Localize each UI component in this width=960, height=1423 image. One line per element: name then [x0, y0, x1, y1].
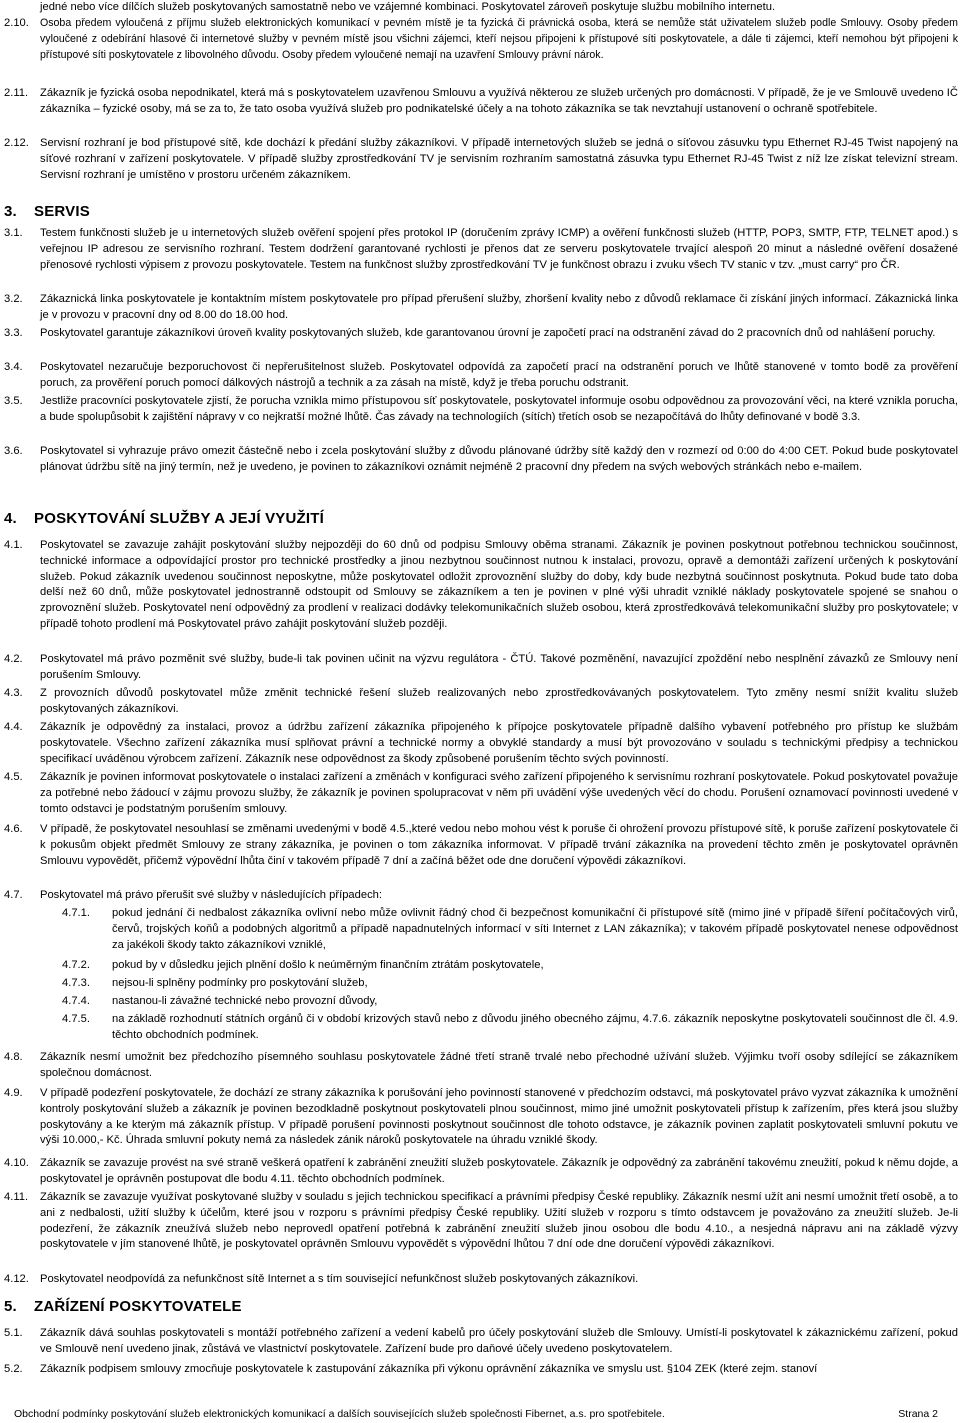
- page-number: Strana 2: [898, 1408, 938, 1420]
- clause-text: Poskytovatel se zavazuje zahájit poskytování služby nejpozději do 60 dnů od podpisu Smlouvy oběma stranami. Zákazník je povinen poskytnout potřebnou technickou součinnost, technické informace a odpovídající prostor pro technické prostředky a jinou nezbytnou součinnost nutnou k instalaci, provozu, opravě a demontáži zařízení určených k poskytování služeb. Pokud zákazník uvedenou součinnost neposkytne, může poskytovatel odložit zprovoznění služby do doby, kdy bude nezbytná součinnost poskytnuta. Pokud bude tato doba delší než 60 dnů, může poskytovatel jednostranně odstoupit od Smlouvy se zákazníkem a ten je povinen v plné výši uhradit vzniklé náklady poskytovatele spojené se snahou o zprovoznění služeb. Poskytovatel není odpovědný za prodlení v realizaci dodávky telekomunikačních služeb osobou, která zprostředkovává telekomunikační služby pro poskytovatele; v případě tohoto prodlení má Poskytovatel právo zahájit poskytování služeb později.: [40, 539, 958, 630]
- clause-number: 2.11.: [4, 87, 29, 99]
- clause-text: Z provozních důvodů poskytovatel může změnit technické řešení služeb realizovaných nebo zprostředkovávaných poskytovatelem. Tyto změny nesmí snížit kvalitu služeb poskytovaných zákazníkovi.: [40, 687, 958, 715]
- clause-number: 5.2.: [4, 1363, 23, 1375]
- section-title: ZAŘÍZENÍ POSKYTOVATELE: [34, 1298, 242, 1315]
- clause-number: 5.1.: [4, 1327, 23, 1339]
- clause-text: Poskytovatel má právo pozměnit své služby, bude-li tak povinen učinit na výzvu regulátora - ČTÚ. Takové pozměnění, navazující zpoždění nebo nesplnění závazků ze Smlouvy není porušením Smlouvy.: [40, 653, 958, 681]
- clause-number: 4.9.: [4, 1087, 23, 1099]
- clause-number: 2.12.: [4, 137, 29, 149]
- section-number: 5.: [4, 1298, 17, 1315]
- subclause-number: 4.7.1.: [62, 907, 90, 919]
- section-number: 4.: [4, 510, 17, 527]
- clause-number: 4.4.: [4, 721, 23, 733]
- clause-number: 3.5.: [4, 395, 23, 407]
- section-4-heading: [4, 510, 324, 527]
- subclause-text: nastanou-li závažné technické nebo provozní důvody,: [112, 995, 378, 1007]
- clause-text: V případě, že poskytovatel nesouhlasí se změnami uvedenými v bodě 4.5.,které vedou nebo mohou vést k poruše či ohrožení provozu přístupové sítě, k poruše zařízení poskytovatele či k pokusům objekt předmět Smlouvy ze strany zákazníka, je povinen o tom zákazníka informovat. V případě trvání zákazníka na provedení těchto změn je poskytovatel oprávněn Smlouvu vypovědět, přičemž výpovědní lhůta činí v takovém případě 7 dní a začíná běžet ode dne doručení výpovědi zákazníkovi.: [40, 823, 958, 867]
- clause-text: V případě podezření poskytovatele, že dochází ze strany zákazníka k porušování jeho povinností stanovené v předchozím odstavci, má poskytovatel právo vyzvat zákazníka k umožnění kontroly poskytování služeb a zákazník je povinen bezodkladně poskytnout poskytovateli plnou součinnost, mimo jiné umožnit poskytovateli přístup k zařízením, přes která jsou služby poskytovány a ke kterým má zákazník přístup. V případě porušení povinnosti poskytnout součinnost dle tohoto odstavce, je zákazník povinen zaplatit poskytovateli smluvní pokutu ve výši 10.000,- Kč. Úhrada smluvní pokuty nemá za následek zánik nároků poskytovatele na úhradu vzniklé škody.: [40, 1087, 958, 1147]
- clause-text: Jestliže pracovníci poskytovatele zjistí, že porucha vznikla mimo přístupovou síť poskytovatele, poskytovatel informuje osobu odpovědnou za provozování věci, na které vznikla porucha, a bude spolupůsobit k zajištění nápravy v co nejkratší možné lhůtě. Čas závady na technologiích (sítích) třetích osob se nezapočítává do lhůty definované v bodě 3.3.: [40, 395, 958, 423]
- section-title: POSKYTOVÁNÍ SLUŽBY A JEJÍ VYUŽITÍ: [34, 510, 324, 527]
- clause-number: 3.4.: [4, 361, 23, 373]
- clause-text: Poskytovatel má právo přerušit své služby v následujících případech:: [40, 889, 383, 901]
- clause-number: 4.8.: [4, 1051, 23, 1063]
- clause-text: Zákazník nesmí umožnit bez předchozího písemného souhlasu poskytovatele žádné třetí straně trvalé nebo přechodné užívání služeb. Výjimku tvoří osoby sdílející se zákazníkem společnou domácnost.: [40, 1051, 958, 1079]
- clause-number: 4.1.: [4, 539, 23, 551]
- clause-number: 3.6.: [4, 445, 23, 457]
- footer-text: Obchodní podmínky poskytování služeb elektronických komunikací a dalších souvisejících služeb společnosti Fibernet, a.s. pro spotřebitele.: [14, 1408, 665, 1420]
- subclause-number: 4.7.3.: [62, 977, 90, 989]
- clause-number: 4.6.: [4, 823, 23, 835]
- clause-text: Testem funkčnosti služeb je u internetových služeb ověření spojení přes protokol IP (doručením zprávy ICMP) a ověření funkčnosti služeb (HTTP, POP3, SMTP, FTP, TELNET apod.) s veřejnou IP adresou ze servisního rozhraní. Testem dodržení garantované rychlosti je přenos dat ze serveru poskytovatele trvající alespoň 20 minut a následné ověření dosažené přenosové rychlosti výpisem z provozu poskytovatele. Testem na funkčnost služby zprostředkování TV je funkčnost obrazu i zvuku všech TV stanic v tzv. „must carry“ pro ČR.: [40, 227, 958, 271]
- section-3-heading: [4, 203, 90, 220]
- clause-text: Poskytovatel garantuje zákazníkovi úroveň kvality poskytovaných služeb, kde garantovanou úrovní je započetí prací na odstranění závad do 2 pracovních dnů od nahlášení poruchy.: [40, 327, 936, 339]
- clause-number: 4.11.: [4, 1191, 29, 1203]
- section-number: 3.: [4, 203, 17, 220]
- clause-text: Zákaznická linka poskytovatele je kontaktním místem poskytovatele pro případ přerušení služby, zhoršení kvality nebo z důvodů reklamace či získání jiných informací. Zákaznická linka je v provozu v pracovní dny od 8.00 do 18.00 hod.: [40, 293, 958, 321]
- clause-text: Zákazník dává souhlas poskytovateli s montáží potřebného zařízení a vedení kabelů pro účely poskytování služeb dle Smlouvy. Umístí-li poskytovatel k zákaznickému zařízení, pokud ve Smlouvě není uvedeno jinak, zůstává ve vlastnictví poskytovatele. Zařízení bude pro daňové účely uvedeno poskytovatelem.: [40, 1327, 958, 1355]
- clause-text: Zákazník je fyzická osoba nepodnikatel, která má s poskytovatelem uzavřenou Smlouvu a využívá některou ze služeb určených pro domácnosti. V případě, že je ve Smlouvě uvedeno IČ zákazníka – fyzické osoby, má se za to, že tato osoba využívá služeb pro podnikatelské účely a na tohoto zákazníka se tak nevztahují ustanovení o ochraně spotřebitele.: [40, 87, 958, 115]
- clause-number: 4.12.: [4, 1273, 29, 1285]
- clause-text: Servisní rozhraní je bod přístupové sítě, kde dochází k předání služby zákazníkovi. V případě internetových služeb se jedná o síťovou zásuvku typu Ethernet RJ-45 Twist napojený na síťové rozhraní v zařízení poskytovatele. V případě služby zprostředkování TV je servisním rozhraním samostatná zásuvka typu Ethernet RJ-45 Twist z níž lze získat televizní stream. Servisní rozhraní je umístěno v prostoru určeném zákazníkem.: [40, 137, 958, 181]
- section-5-heading: [4, 1298, 242, 1315]
- section-title: SERVIS: [34, 203, 90, 220]
- clause-text: Poskytovatel neodpovídá za nefunkčnost sítě Internet a s tím související nefunkčnost služeb poskytovaných zákazníkovi.: [40, 1273, 639, 1285]
- clause-number: 3.1.: [4, 227, 23, 239]
- clause-number: 3.2.: [4, 293, 23, 305]
- clause-text: Zákazník podpisem smlouvy zmocňuje poskytovatele k zastupování zákazníka při výkonu oprávnění zákazníka ve smyslu ust. §104 ZEK (které zejm. stanoví: [40, 1363, 818, 1375]
- subclause-number: 4.7.4.: [62, 995, 90, 1007]
- clause-text: Osoba předem vyloučená z příjmu služeb elektronických komunikací v pevném místě je ta fyzická či právnická osoba, která se nemůže stát uživatelem služeb podle Smlouvy. Osoby předem vyloučené z odebírání hlasové či internetové služby v pevném místě jsou všichni zájemci, kteří nejsou připojeni k přístupové síti poskytovatele, a dále ti zájemci, kteří nemohou být připojeni k přístupové síti poskytovatele z libovolného důvodu. Osoby předem vyloučené nemají na uzavření Smlouvy právní nárok.: [40, 17, 958, 61]
- clause-text: Zákazník se zavazuje využívat poskytované služby v souladu s jejich technickou specifikací a právními předpisy České republiky. Zákazník nesmí užít ani nesmí umožnit třetí osobě, a to ani z nedbalosti, užití služby k účelům, které jsou v rozporu s právními předpisy České republiky. Užití služeb v rozporu s tímto odstavcem je považováno za zneužití služeb. Je-li podezření, že zákazník zneužívá služeb nebo neprovedl opatření potřebná k zabránění zneužití služeb jinou osobou dle bodu 4.10., a nesjedná nápravu ani na základě výzvy poskytovatele v jím stanovené lhůtě, je poskytovatel oprávněn Smlouvu vypovědět s výpovědní lhůtou 7 dní ode dne doručení výpovědi zákazníkovi.: [40, 1191, 958, 1251]
- clause-text: Zákazník je povinen informovat poskytovatele o instalaci zařízení a změnách v konfiguraci svého zařízení připojeného k servisnímu rozhraní poskytovatele. Pokud poskytovatel považuje za potřebné nebo žádoucí v zájmu provozu služby, že zákazník je povinen spolupracovat v něm při uvádění výše uvedených věcí do chodu. Porušení oznamovací povinnosti uvedené v tomto odstavci je podstatným porušením smlouvy.: [40, 771, 958, 815]
- clause-number: 4.3.: [4, 687, 23, 699]
- intro-paragraph: [4, 0, 960, 16]
- subclause-text: pokud by v důsledku jejich plnění došlo k neúměrným finančním ztrátám poskytovatele,: [112, 959, 544, 971]
- clause-number: 4.2.: [4, 653, 23, 665]
- paragraph-text: jedné nebo více dílčích služeb poskytovaných samostatně nebo ve vzájemné kombinaci. Poskytovatel zároveň poskytuje službu mobilního internetu.: [40, 1, 776, 13]
- clause-text: Zákazník je odpovědný za instalaci, provoz a údržbu zařízení zákazníka připojeného k přípojce poskytovatele případně dalšího vybavení potřebného pro přístup ke službám poskytovatele. Všechno zařízení zákazníka musí splňovat právní a technické normy a obvyklé standardy a musí být provozováno v souladu s technickými předpisy a technickou specifikací uváděnou výrobcem zařízení. Zákazník nese odpovědnost za škody způsobené porušením těchto svých povinností.: [40, 721, 958, 765]
- clause-number: 3.3.: [4, 327, 23, 339]
- subclause-text: na základě rozhodnutí státních orgánů či v období krizových stavů nebo z důvodu jiného obecného zájmu, 4.7.6. zákazník neposkytne poskytovateli součinnost dle čl. 4.9. těchto obchodních podmínek.: [112, 1013, 958, 1041]
- clause-number: 4.5.: [4, 771, 23, 783]
- clause-number: 2.10.: [4, 17, 29, 29]
- clause-number: 4.10.: [4, 1157, 29, 1169]
- clause-text: Poskytovatel si vyhrazuje právo omezit částečně nebo i zcela poskytování služby z důvodu plánované údržby sítě každý den v rozmezí od 0:00 do 4:00 CET. Pokud bude poskytovatel plánovat údržbu sítě na jiný termín, než je uvedeno, je povinen to zákazníkovi oznámit nejméně 2 pracovní dny předem na svých webových stránkách nebo e-mailem.: [40, 445, 958, 473]
- subclause-number: 4.7.2.: [62, 959, 90, 971]
- subclause-number: 4.7.5.: [62, 1013, 90, 1025]
- clause-text: Zákazník se zavazuje provést na své straně veškerá opatření k zabránění zneužití služeb poskytovatele. Zákazník je odpovědný za zabránění takovému zneužití, pokud k němu dojde, a poskytovatel je oprávněn postupovat dle bodu 4.11. těchto obchodních podmínek.: [40, 1157, 958, 1185]
- clause-number: 4.7.: [4, 889, 23, 901]
- subclause-text: pokud jednání či nedbalost zákazníka ovlivní nebo může ovlivnit řádný chod či bezpečnost komunikační či přístupové sítě (mimo jiné v případě šíření počítačových virů, červů, trojských koňů a podobných algoritmů a případě napadnutelných informací v síti Internet z LAN zákazníka); v takovém případě poskytovatel nenese odpovědnost za jakékoli škody takto zákazníkovi vzniklé,: [112, 907, 958, 951]
- clause-text: Poskytovatel nezaručuje bezporuchovost či nepřerušitelnost služeb. Poskytovatel odpovídá za započetí prací na odstranění poruch ve lhůtě stanovené v tomto bodě za prověření poruch, za prověření poruch pomocí dálkových nástrojů a technik a za zásah na místě, když je třeba poruchu odstranit.: [40, 361, 958, 389]
- subclause-text: nejsou-li splněny podmínky pro poskytování služeb,: [112, 977, 368, 989]
